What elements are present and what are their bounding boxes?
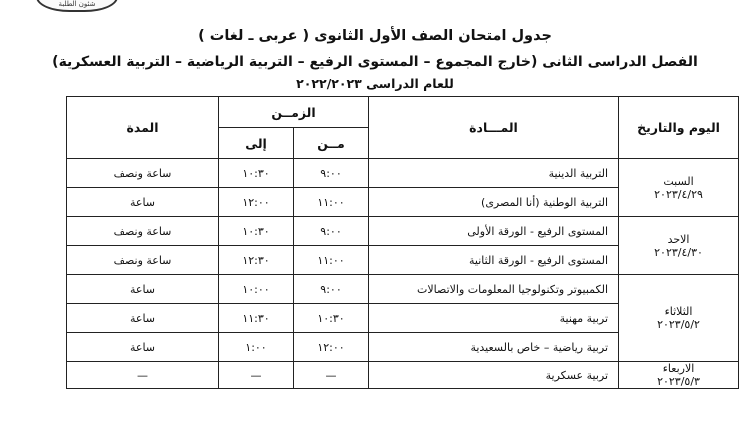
- duration-cell: ساعة ونصف: [67, 246, 219, 275]
- table-row: [67, 275, 739, 304]
- from-cell: ٩:٠٠: [294, 217, 369, 246]
- day-date: ٢٠٢٣/٥/٢: [657, 318, 700, 331]
- subject-cell: المستوى الرفيع - الورقة الثانية: [369, 246, 619, 275]
- subject-cell: تربية مهنية: [369, 304, 619, 333]
- day-cell: [619, 159, 739, 217]
- to-cell: ١٢:٠٠: [219, 188, 294, 217]
- day-date: ٢٠٢٣/٥/٣: [657, 375, 700, 388]
- from-cell: ١٢:٠٠: [294, 333, 369, 362]
- header-from: مــن: [294, 128, 369, 159]
- from-cell: ٩:٠٠: [294, 159, 369, 188]
- header-duration: المدة: [67, 97, 219, 159]
- duration-cell: ساعة: [67, 333, 219, 362]
- to-cell: ١٠:٣٠: [219, 159, 294, 188]
- to-cell: ١٠:٠٠: [219, 275, 294, 304]
- header-to: إلى: [219, 128, 294, 159]
- day-cell: [619, 217, 739, 275]
- duration-cell: ساعة: [67, 188, 219, 217]
- subject-cell: الكمبيوتر وتكنولوجيا المعلومات والاتصالات: [369, 275, 619, 304]
- duration-cell: ساعة ونصف: [67, 159, 219, 188]
- academic-year: للعام الدراسى ٢٠٢٢/٢٠٢٣: [296, 76, 454, 91]
- table-row: [67, 362, 739, 389]
- from-cell: —: [294, 362, 369, 389]
- day-name: الاربعاء: [662, 362, 695, 375]
- day-date: ٢٠٢٣/٤/٣٠: [654, 245, 703, 259]
- from-cell: ٩:٠٠: [294, 275, 369, 304]
- duration-cell: —: [67, 362, 219, 389]
- header-subject: المـــادة: [369, 97, 619, 159]
- header-time: الزمــن: [219, 97, 369, 128]
- header-day-date: اليوم والتاريخ: [619, 97, 739, 159]
- exam-schedule-table: [66, 96, 739, 389]
- to-cell: —: [219, 362, 294, 389]
- duration-cell: ساعة ونصف: [67, 217, 219, 246]
- from-cell: ١٠:٣٠: [294, 304, 369, 333]
- day-cell: [619, 362, 739, 389]
- to-cell: ١:٠٠: [219, 333, 294, 362]
- to-cell: ١١:٣٠: [219, 304, 294, 333]
- duration-cell: ساعة: [67, 275, 219, 304]
- day-cell: [619, 275, 739, 362]
- duration-cell: ساعة: [67, 304, 219, 333]
- subject-cell: المستوى الرفيع - الورقة الأولى: [369, 217, 619, 246]
- day-name: الثلاثاء: [664, 305, 693, 318]
- table-row: [67, 159, 739, 188]
- subject-cell: تربية رياضية – خاص بالسعيدية: [369, 333, 619, 362]
- to-cell: ١٢:٣٠: [219, 246, 294, 275]
- from-cell: ١١:٠٠: [294, 246, 369, 275]
- subject-cell: التربية الدينية: [369, 159, 619, 188]
- to-cell: ١٠:٣٠: [219, 217, 294, 246]
- subject-cell: التربية الوطنية (أنا المصرى): [369, 188, 619, 217]
- day-name: الاحد: [667, 232, 690, 246]
- page-subtitle: الفصل الدراسى الثانى (خارج المجموع – المستوى الرفيع – التربية الرياضية – التربية العسكرية): [52, 54, 698, 70]
- logo-text: شئون الطلبة: [58, 0, 96, 8]
- day-name: السبت: [663, 174, 694, 188]
- page-title: جدول امتحان الصف الأول الثانوى ( عربى ـ لغات ): [198, 28, 552, 44]
- day-date: ٢٠٢٣/٤/٢٩: [654, 187, 703, 201]
- subject-cell: تربية عسكرية: [369, 362, 619, 389]
- from-cell: ١١:٠٠: [294, 188, 369, 217]
- school-logo: [36, 0, 118, 12]
- table-row: [67, 217, 739, 246]
